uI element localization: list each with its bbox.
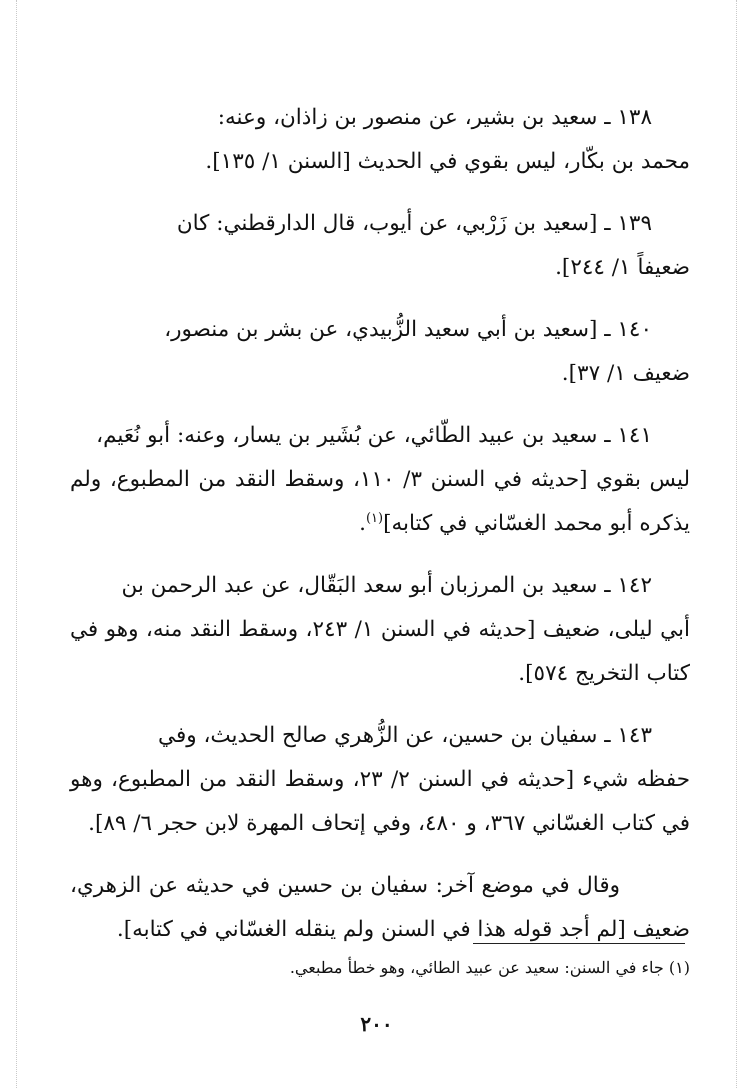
entry-number: ١٤٣ [617,723,652,748]
entry-text: محمد بن بكّار، ليس بقوي في الحديث [السنن ١/ ١٣٥]. [205,149,690,174]
entry-first-line: ـ [سعيد بن أبي سعيد الزُّبيدي، عن بشر بن منصور، [164,317,611,342]
entry-first-line: ـ سعيد بن عبيد الطّائي، عن بُشَير بن يسار، وعنه: أبو نُعَيم، [96,423,611,448]
footnote-reference[interactable]: (١) [365,510,384,526]
entry-140 [70,308,690,396]
entry-142 [70,564,690,696]
entry-number: ١٣٩ [617,211,652,236]
footnote-separator [473,943,685,944]
entry-text: ليس بقوي [حديثه في السنن ٣/ ١١٠، وسقط النقد من المطبوع، ولم يذكره أبو محمد الغسّاني في كتابه] [70,467,691,536]
entry-number: ١٣٨ [617,105,652,130]
entry-143 [70,714,690,846]
footnote-text: جاء في السنن: سعيد عن عبيد الطائي، وهو خطأ مطبعي. [289,958,664,977]
page-number: ٢٠٠ [360,1012,393,1036]
entry-first-line: ـ سعيد بن المرزبان أبو سعد البَقّال، عن عبد الرحمن بن [121,573,611,598]
margin-guide-right [736,0,737,1088]
entry-first-line: ـ [سعيد بن زَرْبي، عن أيوب، قال الدارقطني: كان [176,211,611,236]
entry-138 [70,96,690,184]
entry-text: حفظه شيء [حديثه في السنن ٢/ ٢٣، وسقط النقد من المطبوع، وهو في كتاب الغسّاني ٣٦٧، و ٤٨٠، وفي إتحاف المهرة لابن حجر ٦/ ٨٩]. [70,767,691,836]
entry-number: ١٤٠ [617,317,652,342]
entry-text: ضعيف ١/ ٣٧]. [561,361,690,386]
margin-guide-left [16,0,17,1088]
entry-first-line: ـ سفيان بن حسين، عن الزُّهري صالح الحديث، وفي [158,723,611,748]
footnote-marker: (١) [668,958,690,977]
continuation-text: وقال في موضع آخر: سفيان بن حسين في حديثه عن الزهري، ضعيف [لم أجد قوله هذا في السنن ولم ينقله الغسّاني في كتابه]. [70,873,690,942]
entry-number: ١٤٢ [617,573,652,598]
footnote [70,955,690,981]
entry-141: ١٤١ ـ سعيد بن عبيد الطّائي، عن بُشَير بن يسار، وعنه: أبو نُعَيم، ليس بقوي [حديثه في السنن ٣/ ١١٠، وسقط النقد من المطبوع، ولم يذكره أبو محمد الغسّاني في كتابه]$^{(١)}$. [70,423,691,536]
entry-143-continuation [70,864,690,952]
entry-first-line: ـ سعيد بن بشير، عن منصور بن زاذان، وعنه: [217,105,611,130]
entry-text: أبي ليلى، ضعيف [حديثه في السنن ١/ ٢٤٣، وسقط النقد منه، وهو في كتاب التخريج ٥٧٤]. [70,617,690,686]
entry-text: ضعيفاً ١/ ٢٤٤]. [555,255,690,280]
main-text [70,96,690,970]
entry-number: ١٤١ [617,423,652,448]
entry-139 [70,202,690,290]
